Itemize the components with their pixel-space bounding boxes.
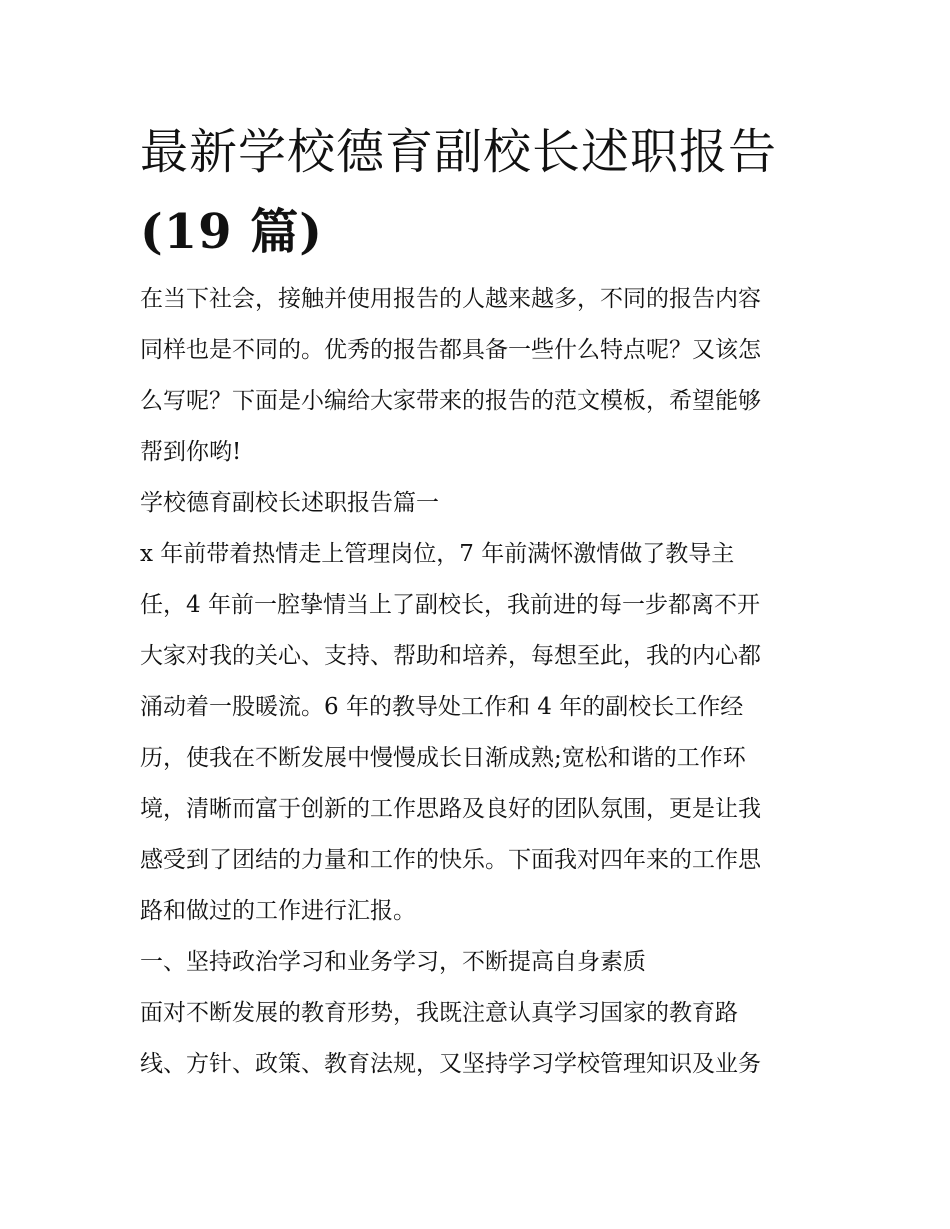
- title-line-2: (19 篇): [140, 204, 323, 260]
- section-heading: [140, 478, 820, 529]
- body-line: 大家对我的关心、支持、帮助和培养，每想至此，我的内心都: [140, 643, 761, 669]
- subheading-1-text: 一、坚持政治学习和业务学习，不断提高自身素质: [140, 949, 646, 975]
- body-line: x 年前带着热情走上管理岗位，7 年前满怀激情做了教导主: [140, 541, 735, 567]
- intro-line: 同样也是不同的。优秀的报告都具备一些什么特点呢？又该怎: [140, 337, 761, 363]
- intro-line: 在当下社会，接触并使用报告的人越来越多，不同的报告内容: [140, 286, 761, 312]
- title-line-1: 最新学校德育副校长述职报告: [140, 124, 778, 180]
- body-line: 境，清晰而富于创新的工作思路及良好的团队氛围，更是让我: [140, 796, 761, 822]
- closing-line: 面对不断发展的教育形势，我既注意认真学习国家的教育路: [140, 1000, 738, 1026]
- body-line: 路和做过的工作进行汇报。: [140, 898, 416, 924]
- intro-line: 帮到你哟!: [140, 439, 242, 465]
- document-page: [140, 112, 820, 1090]
- document-title: [140, 112, 820, 272]
- section-heading-text: 学校德育副校长述职报告篇一: [140, 490, 439, 516]
- intro-line: 么写呢？下面是小编给大家带来的报告的范文模板，希望能够: [140, 388, 761, 414]
- body-line: 历，使我在不断发展中慢慢成长日渐成熟;宽松和谐的工作环: [140, 745, 746, 771]
- body-paragraph: [140, 529, 820, 937]
- body-line: 任，4 年前一腔挚情当上了副校长，我前进的每一步都离不开: [140, 592, 760, 618]
- body-line: 涌动着一股暖流。6 年的教导处工作和 4 年的副校长工作经: [140, 694, 744, 720]
- intro-paragraph: [140, 274, 820, 478]
- closing-line: 线、方针、政策、教育法规，又坚持学习学校管理知识及业务: [140, 1051, 761, 1077]
- body-line: 感受到了团结的力量和工作的快乐。下面我对四年来的工作思: [140, 847, 761, 873]
- subheading-1: [140, 937, 820, 988]
- closing-paragraph: [140, 988, 820, 1090]
